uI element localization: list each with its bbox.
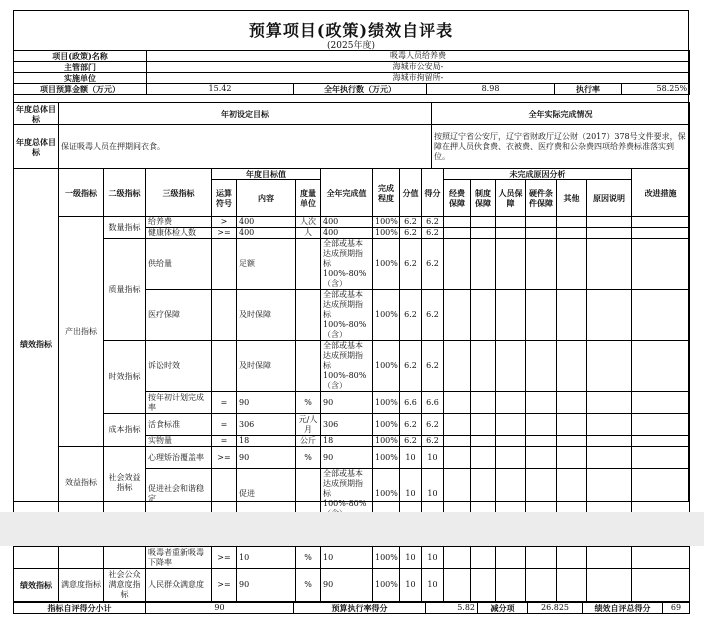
indicator-name: 医疗保障 (146, 290, 212, 341)
indicator-got: 6.2 (422, 239, 444, 290)
cost-group-label: 成本指标 (104, 414, 146, 447)
perf-label-continued: 绩效指标 (14, 569, 59, 602)
budget-row (14, 84, 690, 95)
indicator-name: 给养费 (146, 217, 212, 228)
empty-cell (557, 290, 587, 341)
empty-cell (471, 447, 496, 469)
indicator-degree: 100% (373, 469, 400, 520)
empty-cell (526, 447, 557, 469)
unit-header: 度量单位 (296, 180, 321, 217)
deduct-label: 减分项 (478, 603, 528, 614)
level3-header: 三级指标 (146, 169, 212, 217)
indicator-op (212, 290, 237, 341)
indicator-annual: 全部或基本达成预期指标100%-80%（含） (321, 239, 373, 290)
summary-row (14, 603, 690, 614)
empty-cell (632, 392, 690, 414)
indicator-name: 人民群众满意度 (146, 569, 212, 602)
reason-group-header: 未完成原因分析 (444, 169, 632, 180)
dept-label: 主管部门 (14, 62, 147, 73)
score-summary-table (13, 602, 690, 614)
rate-label: 执行率 (555, 84, 622, 95)
indicator-name: 按年初计划完成率 (146, 392, 212, 414)
empty-cell (526, 414, 557, 436)
budget-score-label: 预算执行率得分 (294, 603, 426, 614)
empty-cell (444, 392, 471, 414)
timeliness-group-label: 时效指标 (104, 341, 146, 414)
indicator-op: = (212, 392, 237, 414)
output-group-label: 产出指标 (59, 217, 104, 447)
exec-value: 8.98 (427, 84, 555, 95)
empty-cell (632, 217, 690, 228)
content-header: 内容 (237, 180, 296, 217)
empty-cell (587, 239, 632, 290)
indicator-name: 实物量 (146, 436, 212, 447)
indicator-unit: 公斤 (296, 436, 321, 447)
table-row (14, 341, 690, 392)
indicator-unit (296, 341, 321, 392)
empty-cell (444, 447, 471, 469)
header-row-1 (14, 169, 690, 180)
indicator-content: 306 (237, 414, 296, 436)
project-name-value: 吸毒人员给养费 (147, 51, 690, 62)
empty-cell (496, 239, 526, 290)
empty-cell (471, 414, 496, 436)
unit-label: 实施单位 (14, 73, 147, 84)
empty-cell (444, 436, 471, 447)
indicator-name: 供给量 (146, 239, 212, 290)
empty-cell (496, 290, 526, 341)
indicator-content: 90 (237, 447, 296, 469)
indicator-degree: 100% (373, 290, 400, 341)
empty-cell (526, 569, 557, 602)
empty-cell (632, 447, 690, 469)
indicator-op (212, 239, 237, 290)
indicator-op: >= (212, 547, 237, 569)
indicator-annual: 400 (321, 228, 373, 239)
level2-header: 二级指标 (104, 169, 146, 217)
table-row (14, 547, 690, 569)
indicator-annual: 18 (321, 436, 373, 447)
indicator-unit: 人 (296, 228, 321, 239)
deduct-value: 26.825 (528, 603, 583, 614)
reason-hardware-header: 硬件条件保障 (526, 180, 557, 217)
empty-cell (444, 239, 471, 290)
indicator-score: 6.2 (400, 414, 422, 436)
empty-cell (587, 447, 632, 469)
indicator-annual: 全部或基本达成预期指标100%-80%（含） (321, 290, 373, 341)
indicator-name: 健康体检人数 (146, 228, 212, 239)
annual-header: 全年完成值 (321, 169, 373, 217)
empty-cell (496, 341, 526, 392)
empty-cell (557, 447, 587, 469)
indicator-got: 6.2 (422, 436, 444, 447)
table-row (14, 239, 690, 290)
indicator-name: 促进社会和谐稳定 (146, 469, 212, 520)
project-name-label: 项目(政策)名称 (14, 51, 147, 62)
indicator-name: 诉讼时效 (146, 341, 212, 392)
indicator-score: 6.2 (400, 436, 422, 447)
indicator-content: 400 (237, 228, 296, 239)
indicator-score: 6.2 (400, 239, 422, 290)
reason-staff-header: 人员保障 (496, 180, 526, 217)
level1-header: 一级指标 (59, 169, 104, 217)
subtotal-label: 指标自评得分小计 (14, 603, 146, 614)
total-value: 69 (663, 603, 690, 614)
empty-cell (104, 547, 146, 569)
indicator-op: > (212, 217, 237, 228)
indicator-op: >= (212, 447, 237, 469)
indicator-degree: 100% (373, 392, 400, 414)
goal-set-text: 保证吸毒人员在押期间衣食。 (59, 125, 432, 169)
empty-cell (526, 217, 557, 228)
empty-cell (587, 414, 632, 436)
empty-cell (587, 228, 632, 239)
indicator-degree: 100% (373, 228, 400, 239)
indicator-score: 6.2 (400, 228, 422, 239)
project-info-table (13, 50, 690, 95)
indicator-unit (296, 290, 321, 341)
empty-cell (496, 436, 526, 447)
empty-cell (444, 217, 471, 228)
empty-cell (444, 290, 471, 341)
empty-cell (557, 547, 587, 569)
satisfaction-group-label: 满意度指标 (59, 569, 104, 602)
empty-cell (632, 414, 690, 436)
indicator-got: 6.2 (422, 414, 444, 436)
performance-table (13, 168, 690, 520)
empty-cell (496, 414, 526, 436)
indicator-degree: 100% (373, 447, 400, 469)
empty-cell (496, 569, 526, 602)
empty-cell (444, 547, 471, 569)
empty-cell (587, 547, 632, 569)
indicator-got: 10 (422, 547, 444, 569)
indicator-score: 10 (400, 569, 422, 602)
indicator-degree: 100% (373, 239, 400, 290)
indicator-content: 促进 (237, 469, 296, 520)
goals-content-row (14, 125, 690, 169)
indicator-content: 及时保障 (237, 290, 296, 341)
indicator-score: 6.2 (400, 341, 422, 392)
indicator-unit: 元/人月 (296, 414, 321, 436)
quality-group-label: 质量指标 (104, 239, 146, 341)
indicator-op: >= (212, 228, 237, 239)
project-name-row (14, 51, 690, 62)
indicator-unit (296, 239, 321, 290)
empty-cell (444, 341, 471, 392)
table-row (14, 414, 690, 436)
empty-cell (557, 392, 587, 414)
empty-cell (632, 569, 690, 602)
indicator-unit: % (296, 392, 321, 414)
indicator-content: 10 (237, 547, 296, 569)
indicator-got: 6.2 (422, 290, 444, 341)
indicator-degree: 100% (373, 436, 400, 447)
indicator-got: 6.6 (422, 392, 444, 414)
empty-cell (14, 547, 59, 569)
empty-cell (557, 414, 587, 436)
empty-cell (587, 436, 632, 447)
indicator-content: 90 (237, 569, 296, 602)
empty-cell (557, 436, 587, 447)
indicator-op: = (212, 414, 237, 436)
indicator-content: 90 (237, 392, 296, 414)
total-label: 绩效自评总得分 (583, 603, 663, 614)
score-header: 分值 (400, 169, 422, 217)
continuation-table (13, 546, 690, 602)
unit-row (14, 73, 690, 84)
indicator-op: >= (212, 569, 237, 602)
indicator-got: 6.2 (422, 217, 444, 228)
reason-system-header: 制度保障 (471, 180, 496, 217)
empty-cell (471, 569, 496, 602)
indicator-degree: 100% (373, 341, 400, 392)
indicator-name: 心理矫治覆盖率 (146, 447, 212, 469)
indicator-content: 足额 (237, 239, 296, 290)
page-title: 预算项目(政策)绩效自评表 (248, 21, 454, 40)
indicator-unit: % (296, 547, 321, 569)
indicator-score: 10 (400, 547, 422, 569)
overall-goal-label: 年度总体目标 (14, 125, 59, 169)
goals-header-row (14, 103, 690, 125)
indicator-name: 吸毒者重新吸毒下降率 (146, 547, 212, 569)
empty-cell (632, 290, 690, 341)
got-header: 得分 (422, 169, 444, 217)
indicator-degree: 100% (373, 414, 400, 436)
indicator-got: 6.2 (422, 341, 444, 392)
improve-header: 改进措施 (632, 169, 690, 217)
indicator-name: 活食标准 (146, 414, 212, 436)
empty-cell (496, 447, 526, 469)
empty-cell (471, 228, 496, 239)
budget-value: 15.42 (147, 84, 294, 95)
subtotal-value: 90 (146, 603, 294, 614)
indicator-score: 6.2 (400, 217, 422, 228)
empty-cell (587, 569, 632, 602)
report-year: (2025年度) (327, 41, 375, 51)
goal-actual-text: 按照辽宁省公安厅，辽宁省财政厅辽公财（2017）378号文件要求，保障在押人员伙食费、衣被费、医疗费和公杂费四项给养费标准落实到位。 (432, 125, 690, 169)
empty-cell (496, 547, 526, 569)
empty-cell (444, 414, 471, 436)
empty-cell (557, 239, 587, 290)
budget-label: 项目预算金额（万元） (14, 84, 147, 95)
target-group-header: 年度目标值 (212, 169, 321, 180)
indicator-degree: 100% (373, 547, 400, 569)
empty-cell (471, 290, 496, 341)
empty-cell (587, 290, 632, 341)
indicator-degree: 100% (373, 569, 400, 602)
empty-cell (632, 341, 690, 392)
indicator-annual: 306 (321, 414, 373, 436)
empty-cell (557, 569, 587, 602)
table-row (14, 217, 690, 228)
empty-cell (471, 436, 496, 447)
indicator-annual: 400 (321, 217, 373, 228)
empty-cell (526, 436, 557, 447)
empty-cell (557, 228, 587, 239)
indicator-unit: 人次 (296, 217, 321, 228)
reason-note-header: 原因说明 (587, 180, 632, 217)
goals-table (13, 102, 690, 169)
empty-cell (471, 547, 496, 569)
indicator-content: 18 (237, 436, 296, 447)
empty-cell (587, 341, 632, 392)
reason-other-header: 其他 (557, 180, 587, 217)
empty-cell (526, 341, 557, 392)
empty-cell (471, 217, 496, 228)
reason-funding-header: 经费保障 (444, 180, 471, 217)
page-separator (0, 512, 704, 546)
exec-label: 全年执行数（万元） (294, 84, 427, 95)
indicator-content: 及时保障 (237, 341, 296, 392)
indicator-annual: 90 (321, 447, 373, 469)
empty-cell (471, 392, 496, 414)
empty-cell (471, 341, 496, 392)
indicator-unit: % (296, 569, 321, 602)
table-row (14, 447, 690, 469)
goals-set-header: 年初设定目标 (59, 103, 432, 125)
empty-cell (471, 239, 496, 290)
empty-cell (557, 217, 587, 228)
empty-cell (587, 217, 632, 228)
indicator-got: 10 (422, 447, 444, 469)
indicator-op: = (212, 436, 237, 447)
dept-row (14, 62, 690, 73)
empty-cell (496, 228, 526, 239)
social-group-label: 社会效益指标 (104, 447, 146, 520)
goals-actual-header: 全年实际完成情况 (432, 103, 690, 125)
empty-cell (526, 239, 557, 290)
public-satisfaction-label: 社会公众满意度指标 (104, 569, 146, 602)
indicator-got: 10 (422, 569, 444, 602)
indicator-annual: 全部或基本达成预期指标100%-80%（含） (321, 341, 373, 392)
empty-cell (632, 239, 690, 290)
dept-value: 海城市公安局- (147, 62, 690, 73)
indicator-score: 10 (400, 447, 422, 469)
empty-cell (632, 436, 690, 447)
indicator-annual: 全部或基本达成预期指标100%-80% (321, 469, 373, 520)
perf-label: 绩效指标 (14, 169, 59, 520)
degree-header: 完成程度 (373, 169, 400, 217)
indicator-annual: 90 (321, 569, 373, 602)
rate-value: 58.25% (622, 84, 690, 95)
page-two (0, 546, 704, 624)
empty-cell (526, 228, 557, 239)
empty-cell (632, 547, 690, 569)
indicator-op (212, 341, 237, 392)
indicator-got: 10 (422, 469, 444, 520)
benefit-group-label: 效益指标 (59, 447, 104, 520)
empty-cell (59, 547, 104, 569)
empty-cell (496, 217, 526, 228)
indicator-score: 6.2 (400, 290, 422, 341)
goals-row-label: 年度总体目标 (14, 103, 59, 125)
indicator-got: 6.2 (422, 228, 444, 239)
empty-cell (526, 290, 557, 341)
budget-score-value: 5.82 (426, 603, 478, 614)
empty-cell (444, 228, 471, 239)
indicator-degree: 100% (373, 217, 400, 228)
empty-cell (587, 392, 632, 414)
table-row (14, 569, 690, 602)
empty-cell (526, 547, 557, 569)
unit-value: 海城市拘留所- (147, 73, 690, 84)
indicator-score: 10 (400, 469, 422, 520)
indicator-score: 6.6 (400, 392, 422, 414)
empty-cell (526, 392, 557, 414)
indicator-unit: % (296, 447, 321, 469)
indicator-annual: 90 (321, 392, 373, 414)
empty-cell (496, 392, 526, 414)
empty-cell (444, 569, 471, 602)
indicator-content: 400 (237, 217, 296, 228)
quantity-group-label: 数量指标 (104, 217, 146, 239)
empty-cell (632, 228, 690, 239)
empty-cell (557, 341, 587, 392)
indicator-annual: 10 (321, 547, 373, 569)
op-header: 运算符号 (212, 180, 237, 217)
